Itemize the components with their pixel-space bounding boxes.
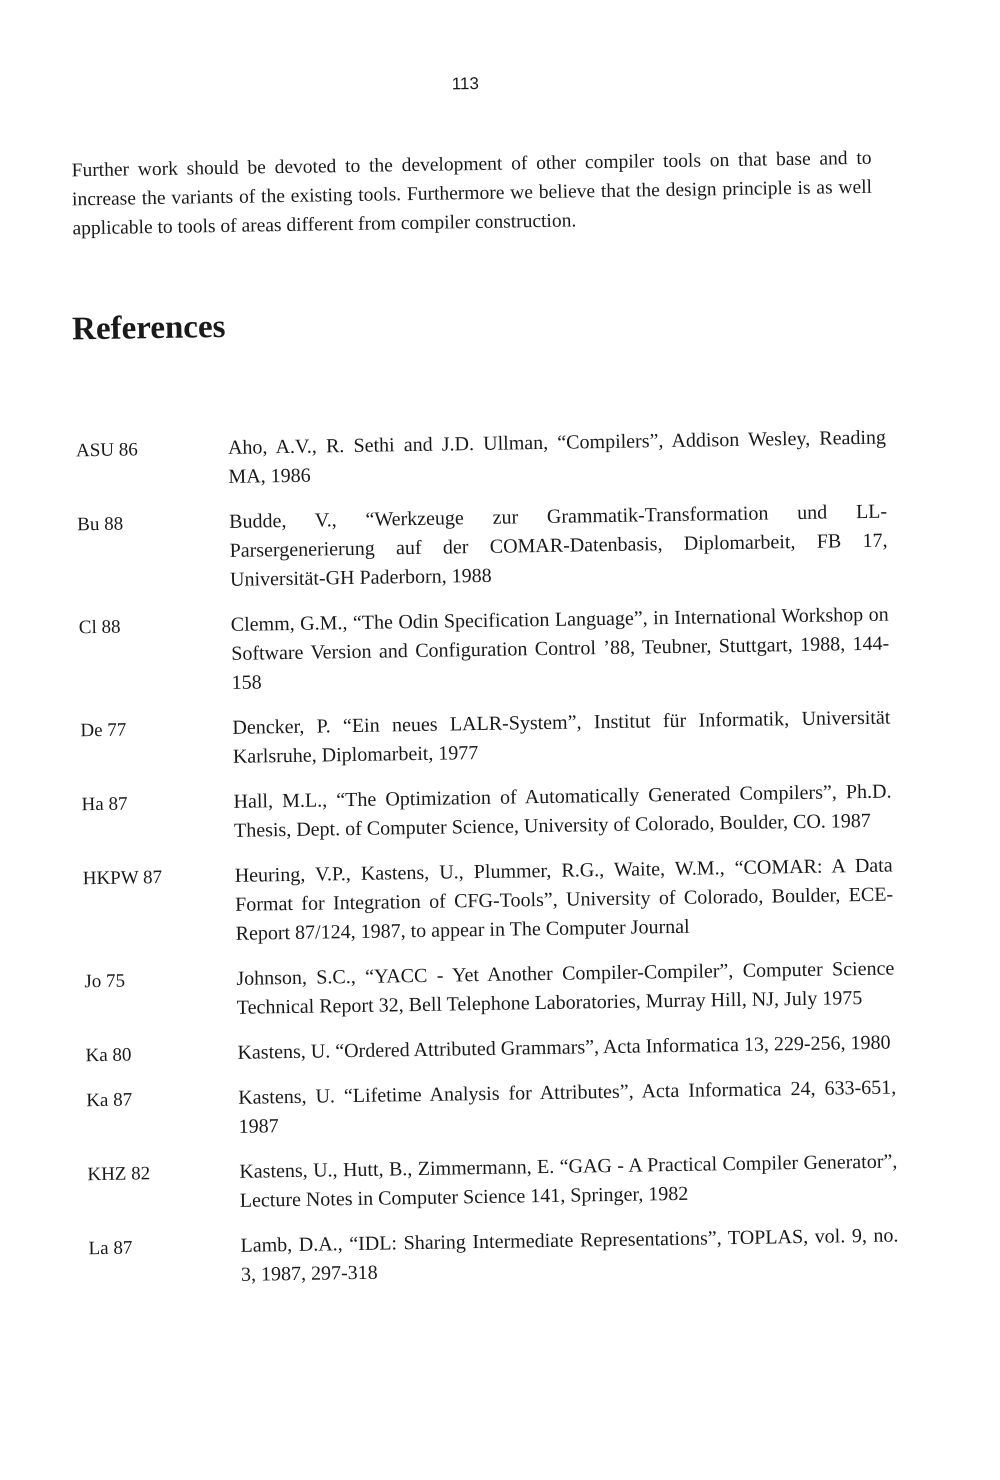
reference-key: De 77 [80, 719, 127, 742]
reference-key: HKPW 87 [82, 867, 163, 890]
reference-key: Cl 88 [78, 616, 121, 639]
section-heading-references: References [71, 308, 226, 348]
reference-item [85, 1029, 895, 1071]
reference-key: Ka 80 [85, 1044, 132, 1067]
reference-text: Johnson, S.C., “YACC - Yet Another Compiler-Compiler”, Computer Science Technical Report 32, Bell Telephone Laboratories, Murray Hill, NJ, July 1975 [236, 957, 895, 1019]
reference-text: Budde, V., “Werkzeuge zur Grammatik-Transformation und LL-Parsergenerierung auf der COMAR-Datenbasis, Diplomarbeit, FB 17, Universität-GH Paderborn, 1988 [228, 500, 888, 591]
reference-key: Jo 75 [84, 970, 126, 993]
reference-text: Dencker, P. “Ein neues LALR-System”, Institut für Informatik, Universität Karlsruhe, Diplomarbeit, 1977 [232, 706, 891, 768]
reference-key: Ha 87 [81, 793, 128, 816]
reference-item [76, 424, 887, 495]
reference-item [77, 498, 888, 598]
reference-text: Clemm, G.M., “The Odin Specification Language”, in International Workshop on Software Version and Configuration Control ’88, Teubner, Stuttgart, 1988, 144-158 [230, 603, 890, 694]
reference-item [88, 1221, 899, 1292]
reference-text: Lamb, D.A., “IDL: Sharing Intermediate Representations”, TOPLAS, vol. 9, no. 3, 1987, 297-318 [240, 1224, 899, 1286]
reference-text: Kastens, U. “Ordered Attributed Grammars”, Acta Informatica 13, 229-256, 1980 [237, 1031, 891, 1064]
reference-text: Hall, M.L., “The Optimization of Automatically Generated Compilers”, Ph.D. Thesis, Dept. of Computer Science, University of Colorado, Boulder, CO. 1987 [233, 780, 892, 842]
reference-item [79, 601, 890, 701]
reference-item [83, 852, 894, 952]
reference-item [80, 704, 891, 775]
reference-text: Kastens, U., Hutt, B., Zimmermann, E. “GAG - A Practical Compiler Generator”, Lecture Notes in Computer Science 141, Springer, 1982 [239, 1150, 898, 1212]
page-number: 113 [451, 73, 480, 94]
reference-key: KHZ 82 [87, 1163, 151, 1186]
reference-text: Aho, A.V., R. Sethi and J.D. Ullman, “Compilers”, Addison Wesley, Reading MA, 1986 [227, 426, 887, 488]
reference-item [81, 778, 892, 849]
reference-key: Bu 88 [77, 513, 124, 536]
reference-text: Kastens, U. “Lifetime Analysis for Attributes”, Acta Informatica 24, 633-651, 1987 [238, 1076, 897, 1138]
reference-list [76, 424, 900, 1309]
reference-key: ASU 86 [75, 439, 138, 462]
intro-paragraph: Further work should be devoted to the development of other compiler tools on that base and to increase the variants of the existing tools. Furthermore we believe that the design principle is as well applicable to tools of areas different from compiler construction. [71, 147, 873, 240]
reference-item [87, 1148, 898, 1219]
reference-item [84, 955, 895, 1026]
reference-key: La 87 [88, 1237, 133, 1260]
reference-key: Ka 87 [86, 1089, 133, 1112]
reference-text: Heuring, V.P., Kastens, U., Plummer, R.G., Waite, W.M., “COMAR: A Data Format for Integration of CFG-Tools”, University of Colorado, Boulder, ECE-Report 87/124, 1987, to appear in The Computer Journal [234, 854, 894, 945]
reference-item [86, 1074, 897, 1145]
